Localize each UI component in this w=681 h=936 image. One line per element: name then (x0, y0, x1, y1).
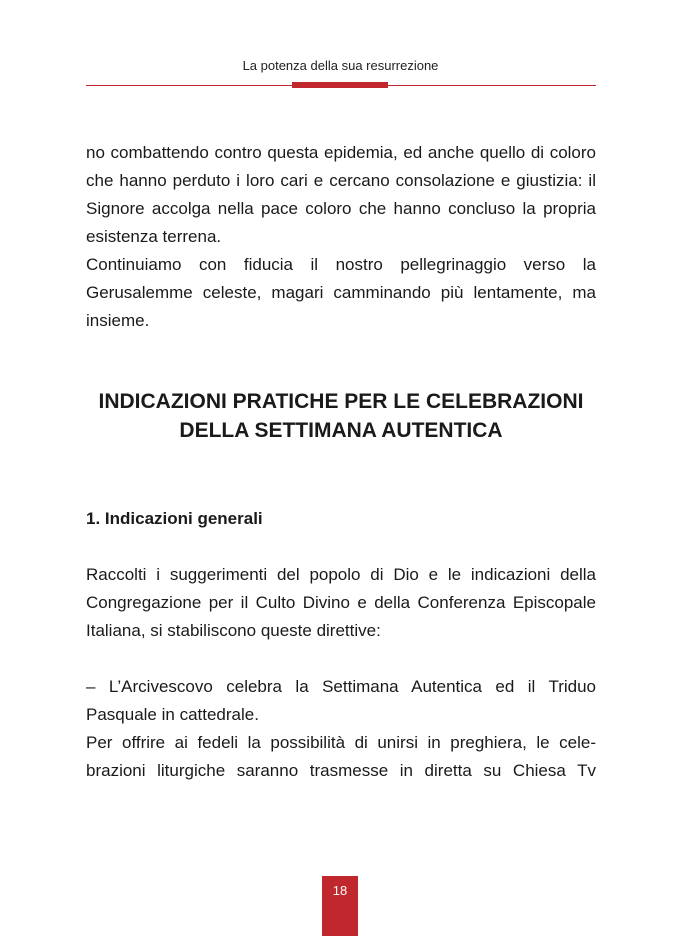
paragraph-continuation: no combattendo contro questa epidemia, ed anche quello di coloro che hanno perduto i loro cari e cercano consolazione e giustizia: il Signore accolga nella pace coloro che hanno concluso la propria esistenza terrena. (86, 143, 596, 246)
paragraph-archbishop: – L’Arcivescovo celebra la Settimana Autentica ed il Triduo Pasquale in cattedrale. (86, 677, 596, 724)
header-accent-bar (292, 82, 388, 88)
paragraph-directives-intro: Raccolti i suggerimenti del popolo di Dio e le indicazioni della Congregazione per il Culto Divino e della Conferenza Episcopale Italiana, si stabiliscono queste direttive: (86, 565, 596, 640)
running-header-title: La potenza della sua resurrezione (242, 58, 439, 73)
page-number: 18 (332, 883, 348, 898)
page-body (86, 139, 596, 785)
paragraph-pilgrimage: Continuiamo con fiducia il nostro pellegrinaggio verso la Gerusalemme celeste, magari camminando più lentamente, ma insieme. (86, 255, 596, 330)
paragraph-broadcast: Per offrire ai fedeli la possibilità di unirsi in preghiera, le celebrazioni liturgiche saranno trasmesse in diretta su Chiesa Tv (86, 733, 596, 780)
subsection-title: 1. Indicazioni generali (86, 509, 263, 528)
page-number-tab (322, 876, 358, 936)
section-title-line-2: DELLA SETTIMANA AUTENTICA (179, 419, 503, 442)
section-title-line-1: INDICAZIONI PRATICHE PER LE CELEBRAZIONI (98, 390, 584, 413)
section-title (86, 387, 596, 445)
